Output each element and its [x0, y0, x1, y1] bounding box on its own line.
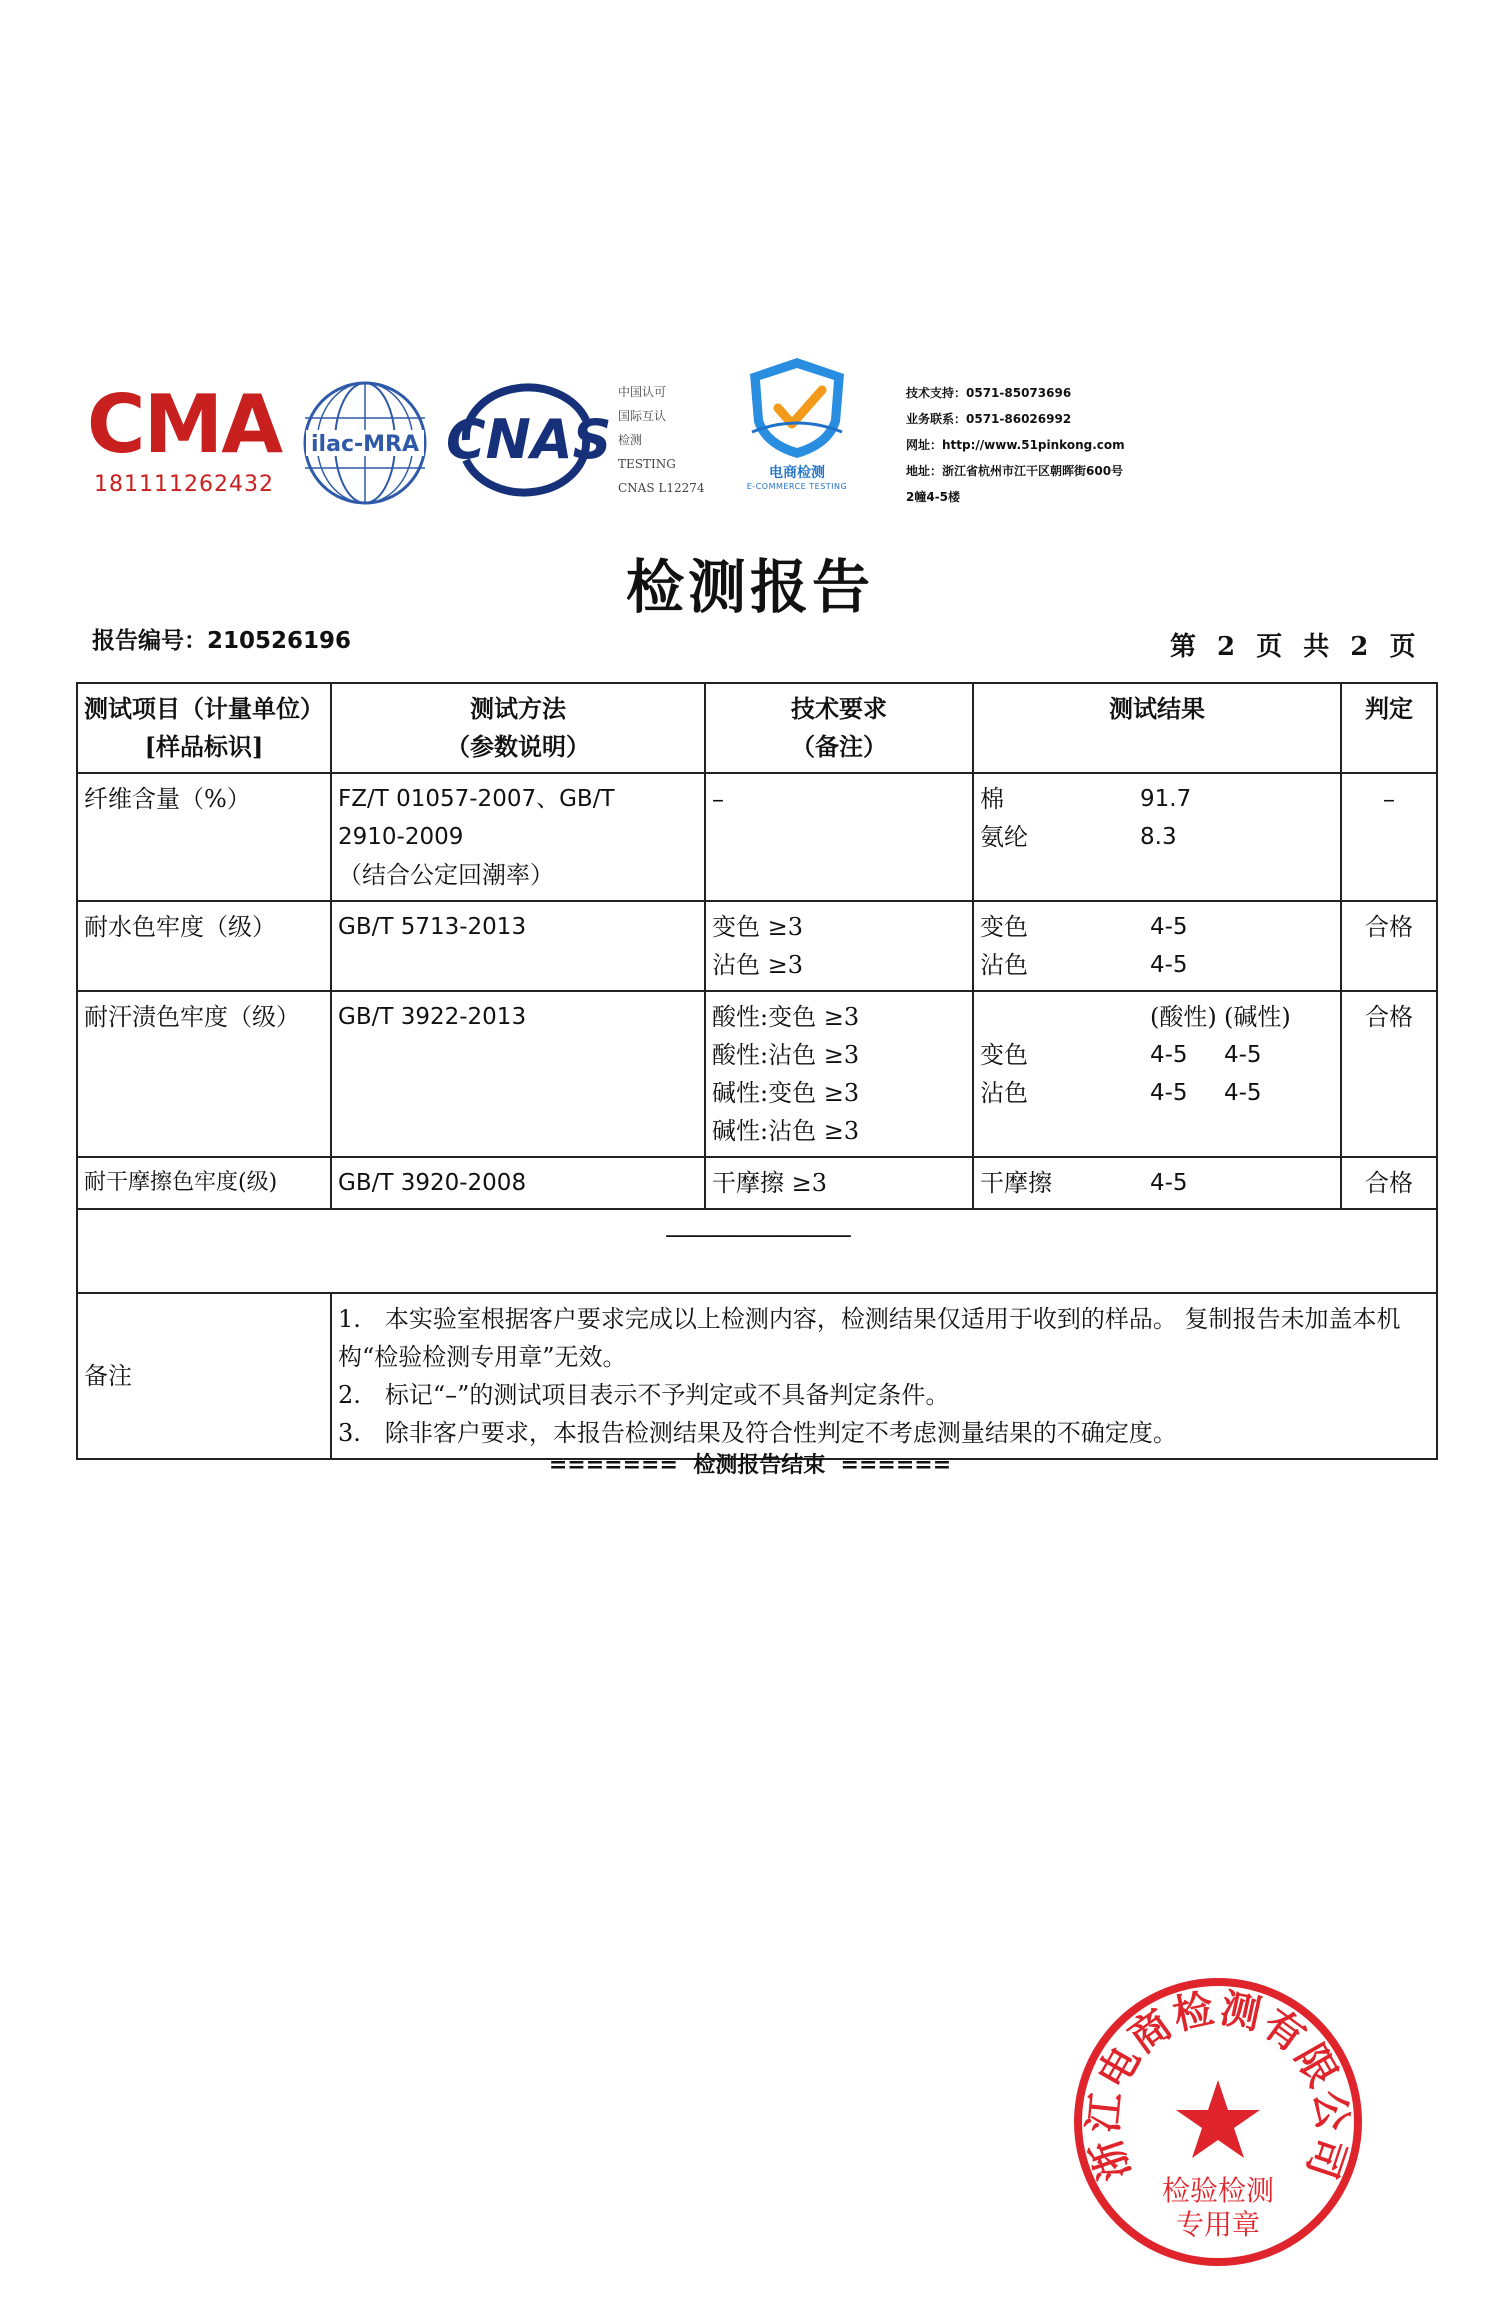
official-seal [1068, 1972, 1368, 2272]
table-row [77, 901, 1437, 991]
cell-judgement: 合格 [1341, 991, 1437, 1157]
result-value: 91.7 [1140, 786, 1192, 812]
note-item: 1. 本实验室根据客户要求完成以上检测内容，检测结果仅适用于收到的样品。 复制报告未加盖本机构“检验检测专用章”无效。 [338, 1305, 1401, 1371]
report-title: 检测报告 [625, 553, 874, 621]
contact-info [906, 380, 1246, 510]
table-header-row [77, 683, 1437, 773]
cell-judgement: 合格 [1341, 901, 1437, 991]
header-result: 测试结果 [973, 683, 1341, 773]
method-line: FZ/T 01057-2007、GB/T [338, 786, 615, 812]
report-end-line: ======= 检测报告结束 ====== [548, 1452, 952, 1478]
result-value: 4-5 [1150, 952, 1188, 978]
cell-item: 纤维含量（%） [77, 773, 331, 901]
cell-requirement [705, 991, 973, 1157]
result-value: 4-5 [1150, 914, 1188, 940]
ecommerce-name-cn: 电商检测 [769, 465, 825, 481]
header-method-line: 测试方法 [470, 694, 566, 723]
page-info: 第 2 页 共 2 页 [1170, 632, 1422, 662]
requirement-line: 酸性:变色 ≥3 [712, 1003, 860, 1031]
cell-method: GB/T 3920-2008 [331, 1157, 705, 1209]
cell-requirement [705, 901, 973, 991]
seal-ring-text: 浙江电商检测有限公司 [1079, 1984, 1357, 2187]
ilac-mra-logo [300, 378, 430, 508]
seal-inner-line: 检验检测 [1161, 2174, 1275, 2207]
table-row [77, 773, 1437, 901]
cell-method: GB/T 3922-2013 [331, 991, 705, 1157]
shield-check-icon [722, 352, 872, 462]
header-requirement [705, 683, 973, 773]
ilac-globe-icon [300, 378, 430, 508]
method-line: （结合公定回潮率） [338, 861, 554, 889]
cell-result [973, 773, 1341, 901]
result-label: 变色 [980, 1041, 1028, 1069]
cnas-info-line: 中国认可 [618, 385, 667, 399]
result-label: 变色 [980, 913, 1028, 941]
cell-requirement: 干摩擦 ≥3 [705, 1157, 973, 1209]
cnas-info-line: TESTING [618, 457, 676, 471]
contact-address: 地址：浙江省杭州市江干区朝晖街600号 [906, 464, 1124, 478]
header-requirement-line: （备注） [791, 732, 887, 761]
cell-result [973, 1157, 1341, 1209]
test-results-table [76, 682, 1438, 1460]
ecommerce-testing-logo [722, 352, 872, 502]
header-method-line: （参数说明） [446, 732, 590, 761]
result-label: 棉 [980, 785, 1004, 813]
header-item-line: 测试项目（计量单位） [84, 694, 324, 723]
header-judgement: 判定 [1341, 683, 1437, 773]
table-row [77, 991, 1437, 1157]
notes-label: 备注 [77, 1293, 331, 1459]
cnas-logo-text: CNAS [446, 408, 612, 471]
cnas-info-line: 检测 [618, 433, 643, 447]
report-number: 报告编号：210526196 [92, 628, 352, 654]
method-line: 2910-2009 [338, 824, 464, 850]
result-label: 氨纶 [980, 823, 1028, 851]
cell-item: 耐水色牢度（级） [77, 901, 331, 991]
ilac-logo-text: ilac-MRA [311, 432, 419, 457]
cell-judgement: 合格 [1341, 1157, 1437, 1209]
result-label: 沾色 [980, 1079, 1028, 1107]
result-value: 4-5 [1150, 1042, 1188, 1068]
contact-business: 业务联系：0571-86026992 [906, 412, 1072, 426]
note-item: 3. 除非客户要求，本报告检测结果及符合性判定不考虑测量结果的不确定度。 [338, 1419, 1177, 1447]
result-value: 4-5 [1150, 1080, 1188, 1106]
result-value: 4-5 [1224, 1042, 1262, 1068]
cma-logo-text: CMA [86, 378, 282, 471]
cell-result [973, 991, 1341, 1157]
cell-result [973, 901, 1341, 991]
requirement-line: 酸性:沾色 ≥3 [712, 1041, 860, 1069]
note-item: 2. 标记“–”的测试项目表示不予判定或不具备判定条件。 [338, 1381, 950, 1409]
cnas-logo [446, 380, 612, 500]
result-header-acid: (酸性) [1150, 1003, 1217, 1031]
cell-method: GB/T 5713-2013 [331, 901, 705, 991]
result-value: 8.3 [1140, 824, 1177, 850]
result-value: 4-5 [1150, 1170, 1188, 1196]
header-item [77, 683, 331, 773]
result-header-alkali: (碱性) [1224, 1003, 1291, 1031]
cma-logo [84, 380, 284, 500]
contact-tech-support: 技术支持：0571-85073696 [906, 386, 1072, 400]
table-row [77, 1157, 1437, 1209]
notes-content [331, 1293, 1437, 1459]
cnas-info-line: 国际互认 [618, 409, 667, 423]
contact-address-2: 2幢4-5楼 [906, 490, 961, 504]
cell-item: 耐干摩擦色牢度(级) [77, 1157, 331, 1209]
requirement-line: 碱性:变色 ≥3 [712, 1079, 860, 1107]
header-requirement-line: 技术要求 [791, 694, 887, 723]
requirement-line: 沾色 ≥3 [712, 951, 804, 979]
seal-inner-line: 专用章 [1175, 2208, 1261, 2241]
notes-row [77, 1293, 1437, 1459]
cell-method [331, 773, 705, 901]
cnas-info [618, 380, 728, 500]
result-value: 4-5 [1224, 1080, 1262, 1106]
separator-line: ———————— [77, 1209, 1437, 1293]
requirement-line: 碱性:沾色 ≥3 [712, 1117, 860, 1145]
cnas-info-line: CNAS L12274 [618, 481, 705, 495]
result-label: 沾色 [980, 951, 1028, 979]
header-item-line: [样品标识] [144, 732, 264, 761]
requirement-line: – [712, 785, 724, 813]
separator-row [77, 1209, 1437, 1293]
cell-item: 耐汗渍色牢度（级） [77, 991, 331, 1157]
result-label: 干摩擦 [980, 1169, 1052, 1197]
cell-judgement: – [1341, 773, 1437, 901]
contact-website: 网址：http://www.51pinkong.com [906, 438, 1125, 452]
ecommerce-name-en: E-COMMERCE TESTING [746, 482, 848, 491]
header-method [331, 683, 705, 773]
cell-requirement [705, 773, 973, 901]
requirement-line: 变色 ≥3 [712, 913, 804, 941]
seal-icon [1068, 1972, 1368, 2272]
cma-number: 181111262432 [94, 472, 274, 497]
